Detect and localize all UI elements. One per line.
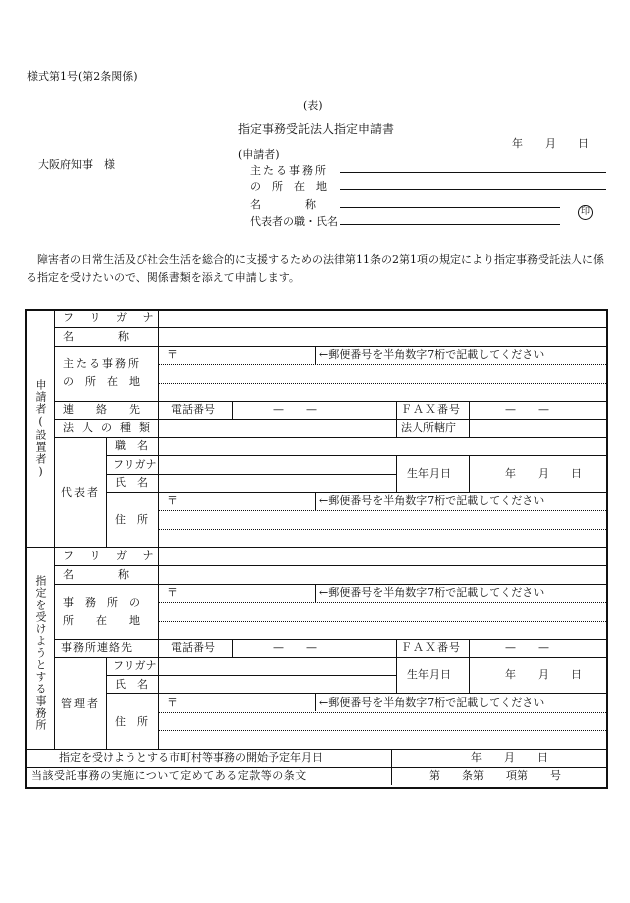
manager-birth-label: 生年月日: [407, 668, 451, 681]
seal-mark: 印: [578, 205, 593, 220]
name-line[interactable]: [340, 207, 560, 208]
document-title: 指定事務受託法人指定申請書: [238, 122, 395, 136]
intro-paragraph: 障害者の日常生活及び社会生活を総合的に支援するための法律第11条の2第1項の規定により指定事務受託法人に係る指定を受けたいので、関係書類を添えて申請します。: [26, 253, 604, 284]
manager-postal-note: ←郵便番号を半角数字7桁で記載してください: [319, 696, 545, 709]
corp-type-label: 法人の種類: [63, 421, 158, 434]
rep-label: 代表者の職・氏名: [250, 215, 338, 228]
rep-postal-note: ←郵便番号を半角数字7桁で記載してください: [319, 494, 545, 507]
postal-note: ←郵便番号を半角数字7桁で記載してください: [319, 348, 545, 361]
start-date-value: 年 月 日: [471, 751, 548, 764]
application-date: 年 月 日: [512, 137, 589, 150]
rep-furigana-label: フリガナ: [113, 458, 157, 471]
office-fax-label: ＦＡＸ番号: [401, 641, 461, 654]
office-postal-note: ←郵便番号を半角数字7桁で記載してください: [319, 586, 545, 599]
office-furigana-label: フ リ ガ ナ: [63, 549, 160, 562]
rep-birth-value: 年 月 日: [505, 467, 582, 480]
corp-office-label: 法人所轄庁: [401, 421, 456, 434]
applicant-label: (申請者): [238, 148, 280, 161]
office-phone-label: 電話番号: [171, 641, 215, 654]
manager-birth-value: 年 月 日: [505, 668, 582, 681]
office-contact-label: 事務所連絡先: [61, 641, 133, 654]
articles-value: 第 条第 項第 号: [429, 769, 561, 782]
office-label-2: の 所 在 地: [250, 180, 327, 193]
office-label-1: 主たる事務所: [250, 164, 328, 177]
manager-furigana-label: フリガナ: [113, 659, 157, 672]
office-phone-dash: — —: [273, 641, 317, 654]
rep-line[interactable]: [340, 224, 560, 225]
main-office-label-2: の 所 在 地: [63, 375, 140, 388]
office-loc-label-2: 所 在 地: [63, 614, 140, 627]
office-name-label: 名 称: [63, 568, 129, 581]
rep-address-label: 住 所: [115, 513, 148, 526]
office-loc-label-1: 事 務 所 の: [63, 596, 140, 609]
fax-dash: — —: [505, 403, 549, 416]
office-line-1[interactable]: [340, 172, 606, 173]
articles-label: 当該受託事務の実施について定めてある定款等の条文: [31, 769, 307, 782]
manager-postal-mark: 〒: [167, 696, 178, 709]
contact-label: 連 絡 先: [63, 403, 140, 416]
postal-mark: 〒: [167, 348, 178, 361]
rep-name-label: 氏 名: [115, 476, 148, 489]
name-label: 名 称: [63, 330, 129, 343]
representative-label: 代表者: [61, 486, 100, 499]
start-date-label: 指定を受けようとする市町村等事務の開始予定年月日: [59, 751, 323, 764]
main-office-label-1: 主たる事務所: [63, 357, 141, 370]
rep-birth-label: 生年月日: [407, 467, 451, 480]
addressee: 大阪府知事 様: [38, 158, 115, 171]
application-table: [25, 309, 606, 787]
office-line-2[interactable]: [340, 189, 606, 190]
fax-label: ＦＡＸ番号: [401, 403, 461, 416]
form-number: 様式第1号(第2条関係): [27, 70, 138, 83]
name-label: 名 称: [250, 198, 316, 211]
rep-postal-mark: 〒: [167, 494, 178, 507]
furigana-label: フ リ ガ ナ: [63, 311, 160, 324]
phone-label: 電話番号: [171, 403, 215, 416]
phone-dash: — —: [273, 403, 317, 416]
office-section-label: 指定を受けようとする事務所: [34, 575, 47, 731]
office-fax-dash: — —: [505, 641, 549, 654]
side-label: (表): [303, 99, 323, 112]
manager-name-label: 氏 名: [115, 678, 148, 691]
office-postal-mark: 〒: [167, 586, 178, 599]
manager-label: 管理者: [61, 697, 100, 710]
manager-address-label: 住 所: [115, 715, 148, 728]
applicant-section-label: 申請者(設置者): [34, 379, 47, 479]
position-label: 職 名: [115, 439, 148, 452]
